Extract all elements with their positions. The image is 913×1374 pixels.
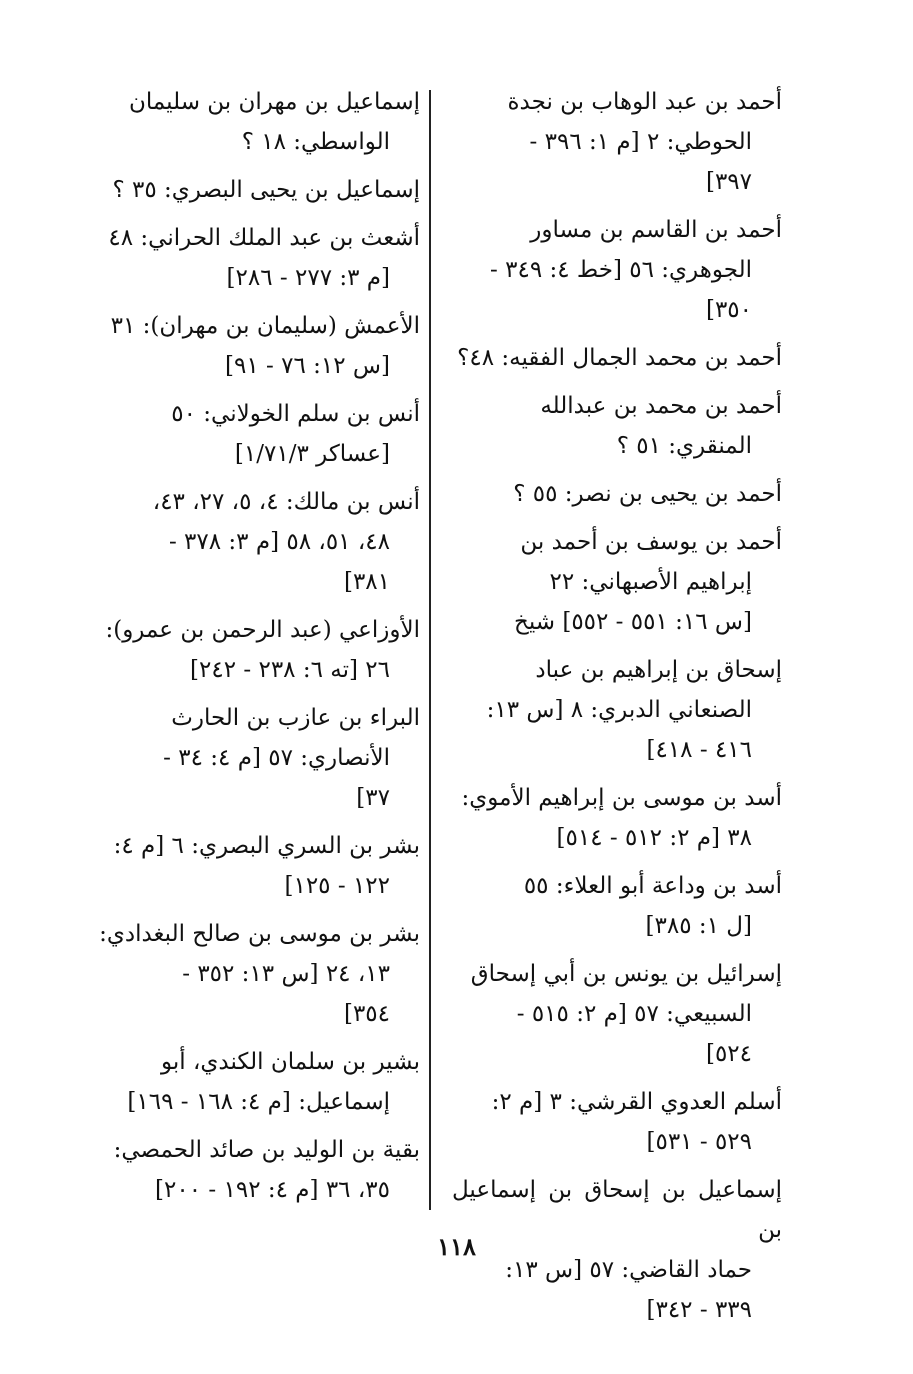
entry-heading-line: أحمد بن محمد بن عبدالله (540, 393, 782, 419)
index-entry (452, 866, 782, 946)
entry-heading-line: البراء بن عازب بن الحارث (171, 705, 420, 731)
index-entry (90, 610, 420, 690)
entry-heading-line: إسرائيل بن يونس بن أبي إسحاق (470, 961, 782, 987)
entry-continuation-line: الحوطي: ٢ [م ١: ٣٩٦ - (529, 129, 752, 155)
entry-heading-line: أنس بن سلم الخولاني: ٥٠ (171, 401, 420, 427)
entry-continuation-line: ٤١٦ - ٤١٨] (646, 737, 752, 763)
entry-heading-line: بشر بن السري البصري: ٦ [م ٤: (113, 833, 420, 859)
right-column (452, 82, 782, 1330)
entry-continuation-line: الصنعاني الدبري: ٨ [س ١٣: (486, 697, 752, 723)
entry-heading-line: الأوزاعي (عبد الرحمن بن عمرو): (105, 617, 420, 643)
entry-continuation-line: ٣٥٤] (343, 1001, 390, 1027)
entry-continuation-line: ١٢٢ - ١٢٥] (284, 873, 390, 899)
entry-heading-line: أحمد بن محمد الجمال الفقيه: ٤٨؟ (457, 345, 782, 371)
entry-continuation-line: ٣٩٧] (705, 169, 752, 195)
index-entry (90, 394, 420, 474)
entry-continuation-line: [س ١٦: ٥٥١ - ٥٥٢] شيخ (513, 609, 752, 635)
entry-continuation-line: ٥٢٩ - ٥٣١] (646, 1129, 752, 1155)
entry-continuation-line: ٥٢٤] (705, 1041, 752, 1067)
entry-heading-line: أسد بن موسى بن إبراهيم الأموي: (461, 785, 782, 811)
index-entry (452, 82, 782, 202)
entry-continuation-line: ٣٧] (356, 785, 390, 811)
entry-heading-line: الأعمش (سليمان بن مهران): ٣١ (110, 313, 420, 339)
column-divider (429, 90, 431, 1210)
entry-heading-line: إسماعيل بن إسحاق بن إسماعيل بن (452, 1177, 782, 1243)
index-entry (452, 778, 782, 858)
left-column (90, 82, 420, 1210)
entry-heading-line: إسماعيل بن يحيى البصري: ٣٥ ؟ (112, 177, 420, 203)
index-entry (452, 522, 782, 642)
index-entry (90, 698, 420, 818)
entry-heading-line: أنس بن مالك: ٤، ٥، ٢٧، ٤٣، (152, 489, 420, 515)
index-entry (90, 82, 420, 162)
entry-continuation-line: إبراهيم الأصبهاني: ٢٢ (549, 569, 752, 595)
index-entry (452, 338, 782, 378)
entry-continuation-line: ٣٥، ٣٦ [م ٤: ١٩٢ - ٢٠٠] (155, 1177, 390, 1203)
entry-continuation-line: السبيعي: ٥٧ [م ٢: ٥١٥ - (516, 1001, 752, 1027)
entry-heading-line: بشر بن موسى بن صالح البغدادي: (99, 921, 420, 947)
entry-continuation-line: [عساكر ١/٧١/٣] (234, 441, 390, 467)
entry-heading-line: بقية بن الوليد بن صائد الحمصي: (113, 1137, 420, 1163)
entry-continuation-line: ٣٨١] (343, 569, 390, 595)
index-entry (90, 1130, 420, 1210)
entry-continuation-line: إسماعيل: [م ٤: ١٦٨ - ١٦٩] (127, 1089, 390, 1115)
entry-continuation-line: ١٣، ٢٤ [س ١٣: ٣٥٢ - (182, 961, 390, 987)
entry-heading-line: أحمد بن القاسم بن مساور (530, 217, 782, 243)
entry-continuation-line: [ل ١: ٣٨٥] (645, 913, 752, 939)
entry-continuation-line: المنقري: ٥١ ؟ (616, 433, 752, 459)
page-number: ١١٨ (437, 1232, 476, 1261)
entry-continuation-line: الأنصاري: ٥٧ [م ٤: ٣٤ - (163, 745, 390, 771)
index-entry (452, 386, 782, 466)
entry-heading-line: إسحاق بن إبراهيم بن عباد (535, 657, 782, 683)
entry-heading-line: إسماعيل بن مهران بن سليمان (128, 89, 420, 115)
entry-continuation-line: الواسطي: ١٨ ؟ (241, 129, 390, 155)
entry-heading-line: أسلم العدوي القرشي: ٣ [م ٢: (491, 1089, 782, 1115)
entry-heading-line: بشير بن سلمان الكندي، أبو (161, 1049, 420, 1075)
index-entry (452, 954, 782, 1074)
entry-heading-line: أشعث بن عبد الملك الحراني: ٤٨ (108, 225, 420, 251)
index-entry (90, 306, 420, 386)
entry-continuation-line: [س ١٢: ٧٦ - ٩١] (225, 353, 390, 379)
entry-continuation-line: ٣٣٩ - ٣٤٢] (646, 1297, 752, 1323)
entry-continuation-line: ٣٨ [م ٢: ٥١٢ - ٥١٤] (556, 825, 752, 851)
index-entry (452, 1082, 782, 1162)
entry-heading-line: أحمد بن يوسف بن أحمد بن (520, 529, 782, 555)
entry-continuation-line: ٤٨، ٥١، ٥٨ [م ٣: ٣٧٨ - (168, 529, 390, 555)
index-entry (452, 474, 782, 514)
index-entry (452, 650, 782, 770)
entry-continuation-line: حماد القاضي: ٥٧ [س ١٣: (505, 1257, 752, 1283)
index-entry (90, 1042, 420, 1122)
entry-continuation-line: ٣٥٠] (705, 297, 752, 323)
index-entry (90, 218, 420, 298)
entry-heading-line: أحمد بن عبد الوهاب بن نجدة (507, 89, 782, 115)
index-entry (452, 210, 782, 330)
entry-heading-line: أسد بن وداعة أبو العلاء: ٥٥ (523, 873, 782, 899)
entry-heading-line: أحمد بن يحيى بن نصر: ٥٥ ؟ (513, 481, 782, 507)
entry-continuation-line: [م ٣: ٢٧٧ - ٢٨٦] (226, 265, 390, 291)
index-entry (90, 826, 420, 906)
entry-continuation-line: الجوهري: ٥٦ [خط ٤: ٣٤٩ - (490, 257, 752, 283)
index-entry (90, 170, 420, 210)
entry-continuation-line: ٢٦ [ته ٦: ٢٣٨ - ٢٤٢] (190, 657, 390, 683)
index-entry (90, 914, 420, 1034)
index-entry (90, 482, 420, 602)
